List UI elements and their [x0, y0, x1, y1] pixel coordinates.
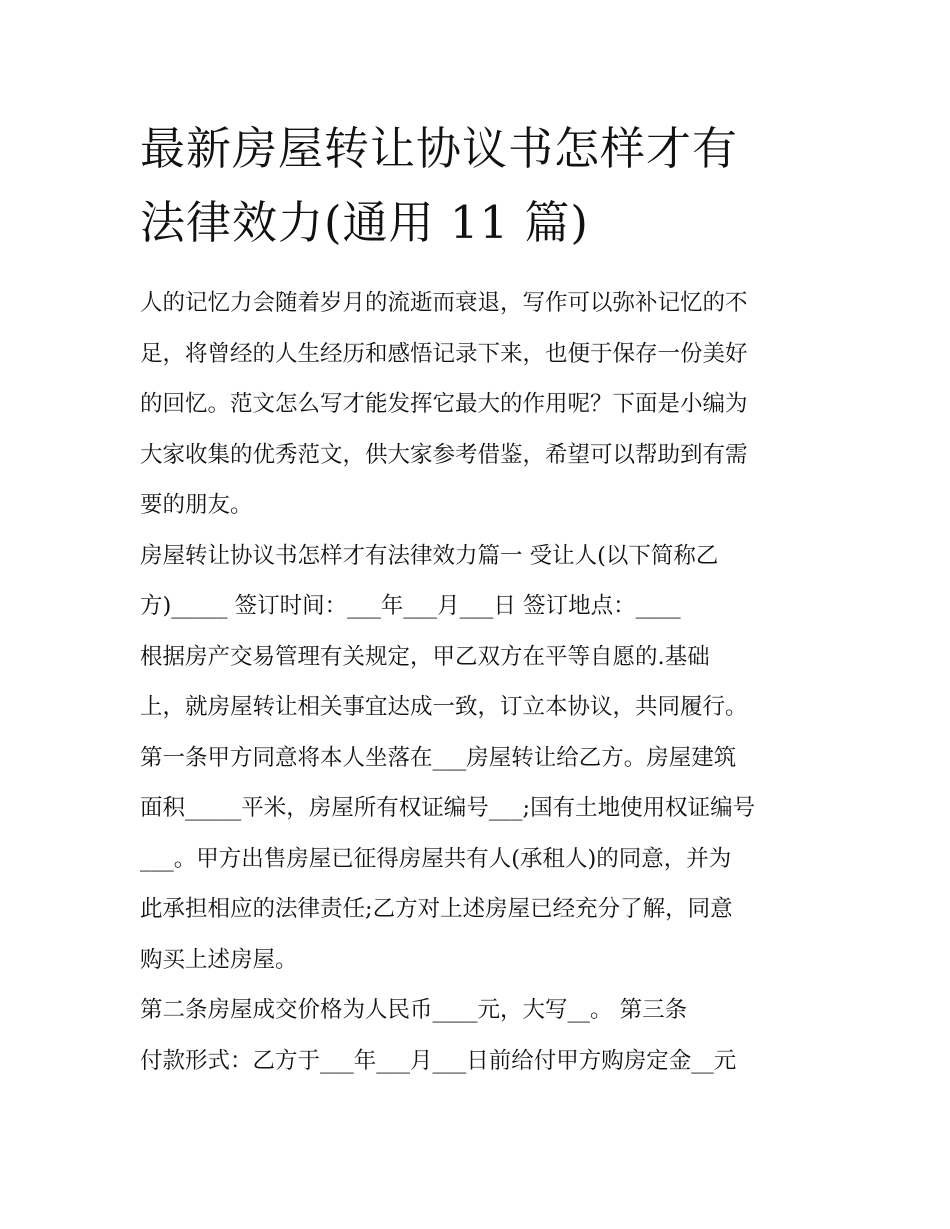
body-line-1: 人的记忆力会随着岁月的流逝而衰退，写作可以弥补记忆的不 — [140, 290, 748, 316]
document-body — [140, 278, 830, 1086]
document-title — [140, 112, 820, 260]
body-line-2: 足，将曾经的人生经历和感悟记录下来，也便于保存一份美好 — [140, 340, 748, 367]
body-line-12: ___。甲方出售房屋已征得房屋共有人(承租人)的同意，并为 — [140, 845, 732, 872]
body-line-14: 购买上述房屋。 — [140, 946, 298, 973]
body-line-13: 此承担相应的法律责任;乙方对上述房屋已经充分了解，同意 — [140, 896, 733, 922]
body-line-3: 的回忆。范文怎么写才能发挥它最大的作用呢？下面是小编为 — [140, 391, 748, 417]
body-line-15: 第二条房屋成交价格为人民币____元，大写__。 第三条 — [140, 997, 688, 1023]
body-line-16: 付款形式：乙方于___年___月___日前给付甲方购房定金__元 — [140, 1047, 737, 1074]
body-line-5: 要的朋友。 — [140, 492, 253, 518]
body-line-4: 大家收集的优秀范文，供大家参考借鉴，希望可以帮助到有需 — [140, 441, 748, 468]
body-line-8: 根据房产交易管理有关规定，甲乙双方在平等自愿的.基础 — [140, 643, 710, 670]
title-line-1: 最新房屋转让协议书怎样才有 — [140, 122, 739, 175]
body-line-11: 面积_____平米，房屋所有权证编号___;国有土地使用权证编号 — [140, 795, 756, 821]
body-line-9: 上，就房屋转让相关事宜达成一致，订立本协议，共同履行。 — [140, 694, 748, 720]
body-line-6: 房屋转让协议书怎样才有法律效力篇一 受让人(以下简称乙 — [140, 542, 719, 569]
title-line-2: 法律效力(通用 11 篇) — [140, 196, 589, 249]
body-line-7: 方)_____ 签订时间：___年___月___日 签订地点：____ — [140, 593, 681, 619]
body-line-10: 第一条甲方同意将本人坐落在___房屋转让给乙方。房屋建筑 — [140, 744, 737, 771]
